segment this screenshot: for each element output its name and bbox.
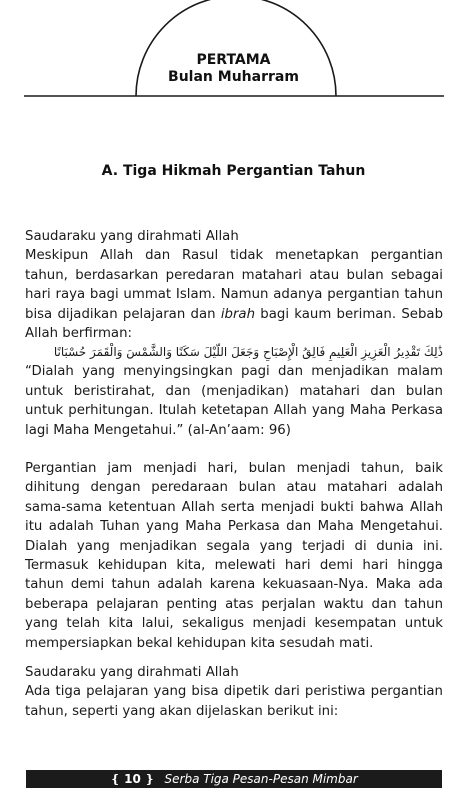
page-bracket-right: ❵	[144, 772, 155, 786]
chapter-heading	[0, 52, 467, 86]
chapter-subtitle: Bulan Muharram	[168, 69, 299, 85]
intro-text-b: bagi kaum beriman. Sebab Allah berfirman:	[25, 306, 444, 342]
intro-paragraph	[25, 246, 443, 343]
body-block-1	[25, 227, 443, 440]
greeting-line-2: Saudaraku yang dirahmati Allah	[25, 665, 239, 680]
chapter-label: PERTAMA	[196, 52, 271, 68]
ibrah-term: ibrah	[220, 306, 256, 322]
body-block-3	[25, 663, 443, 721]
greeting-line: Saudaraku yang dirahmati Allah	[25, 229, 239, 244]
page-bracket-left: ❴	[110, 772, 121, 786]
page-number: 10	[124, 772, 141, 786]
quran-verse-arabic: ذَٰلِكَ تَقْدِيرُ الْعَزِيزِ الْعَلِيمِ فَالِقُ الْإِصْبَاحِ وَجَعَلَ اللَّيْلَ سَكَنًا وَالشَّمْسَ وَالْقَمَرَ حُسْبَانًا	[53, 345, 443, 360]
section-title: A. Tiga Hikmah Pergantian Tahun	[101, 163, 366, 179]
main-paragraph: Pergantian jam menjadi hari, bulan menjadi tahun, baik dihitung dengan peredaraan bulan atau matahari adalah sama-sama ketentuan Allah serta menjadi bukti bahwa Allah itu adalah Tuhan yang Maha Perkasa dan Maha Mengetahui. Dialah yang menjadikan segala yang terjadi di dunia ini. Termasuk kehidupan kita, melewati hari demi hari hingga tahun demi tahun adalah karena kekuasaan-Nya. Maka ada beberapa pelajaran penting atas perjalan waktu dan tahun yang telah kita lalui, sekaligus menjadi kesempatan untuk mempersiapkan bekal kehidupan kita sesudah mati.	[25, 461, 443, 651]
body-block-2	[25, 459, 443, 653]
page-footer	[26, 770, 442, 788]
closing-paragraph: Ada tiga pelajaran yang bisa dipetik dari peristiwa pergantian tahun, seperti yang akan dijelaskan berikut ini:	[25, 684, 443, 719]
intro-text-a: Meskipun Allah dan Rasul tidak menetapkan pergantian tahun, berdasarkan peredaran matahari atau bulan sebagai hari raya bagi ummat Islam. Namun adanya pergantian tahun bisa dijadikan pelajaran dan	[25, 248, 443, 322]
book-title: Serba Tiga Pesan-Pesan Mimbar	[164, 772, 358, 786]
verse-translation: “Dialah yang menyingsingkan pagi dan menjadikan malam untuk beristirahat, dan (menjadikan) matahari dan bulan untuk perhitungan. Itulah ketetapan Allah yang Maha Perkasa lagi Maha Mengetahui.” (al-An’aam: 96)	[25, 364, 443, 438]
